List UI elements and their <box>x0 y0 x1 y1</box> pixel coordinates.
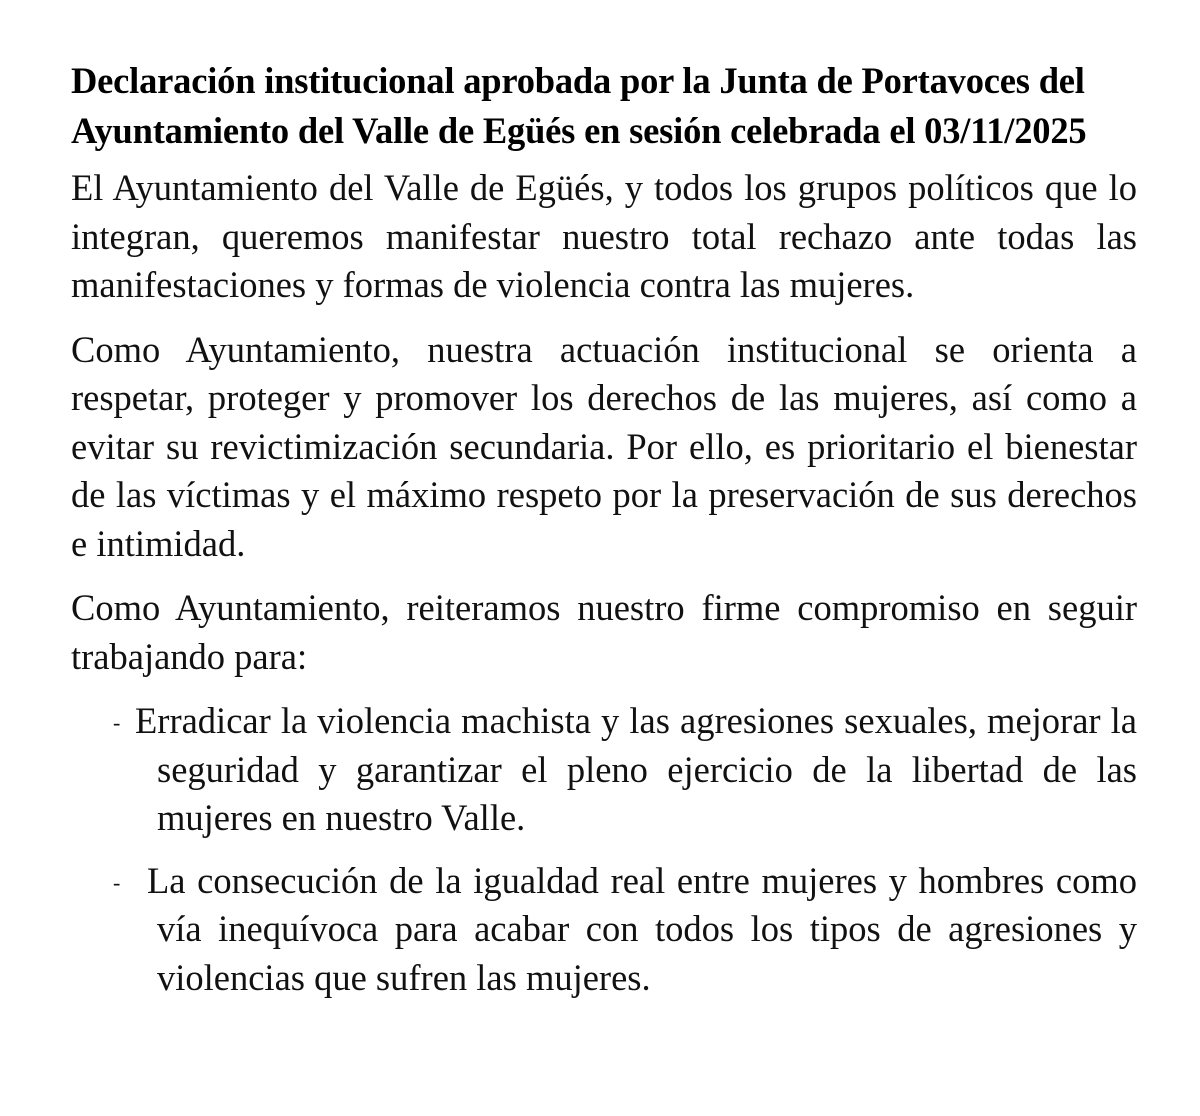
list-item <box>71 857 1137 1003</box>
bullet-dash: - <box>113 710 121 735</box>
paragraph-rejection: El Ayuntamiento del Valle de Egüés, y todos los grupos políticos que lo integran, queremos manifestar nuestro total rechazo ante todas las manifestaciones y formas de violencia contra las mujeres. <box>71 167 1137 305</box>
list-item-text: Erradicar la violencia machista y las agresiones sexuales, mejorar la seguridad y garantizar el pleno ejercicio de la libertad de las mujeres en nuestro Valle. <box>135 700 1137 838</box>
paragraph-institutional-action: Como Ayuntamiento, nuestra actuación institucional se orienta a respetar, proteger y promover los derechos de las mujeres, así como a evitar su revictimización secundaria. Por ello, es prioritario el bienestar de las víctimas y el máximo respeto por la preservación de sus derechos e intimidad. <box>71 328 1137 564</box>
document-title: Declaración institucional aprobada por la Junta de Portavoces del Ayuntamiento del Valle de Egüés en sesión celebrada el 03/11/2025 <box>71 60 1087 151</box>
bullet-dash: - <box>113 869 121 895</box>
list-item-text: La consecución de la igualdad real entre mujeres y hombres como vía inequívoca para acabar con todos los tipos de agresiones y violencias que sufren las mujeres. <box>147 859 1137 998</box>
commitment-list <box>71 697 1137 1002</box>
list-item <box>71 697 1137 843</box>
paragraph-commitment: Como Ayuntamiento, reiteramos nuestro firme compromiso en seguir trabajando para: <box>71 587 1137 677</box>
document-page <box>71 56 1137 1016</box>
